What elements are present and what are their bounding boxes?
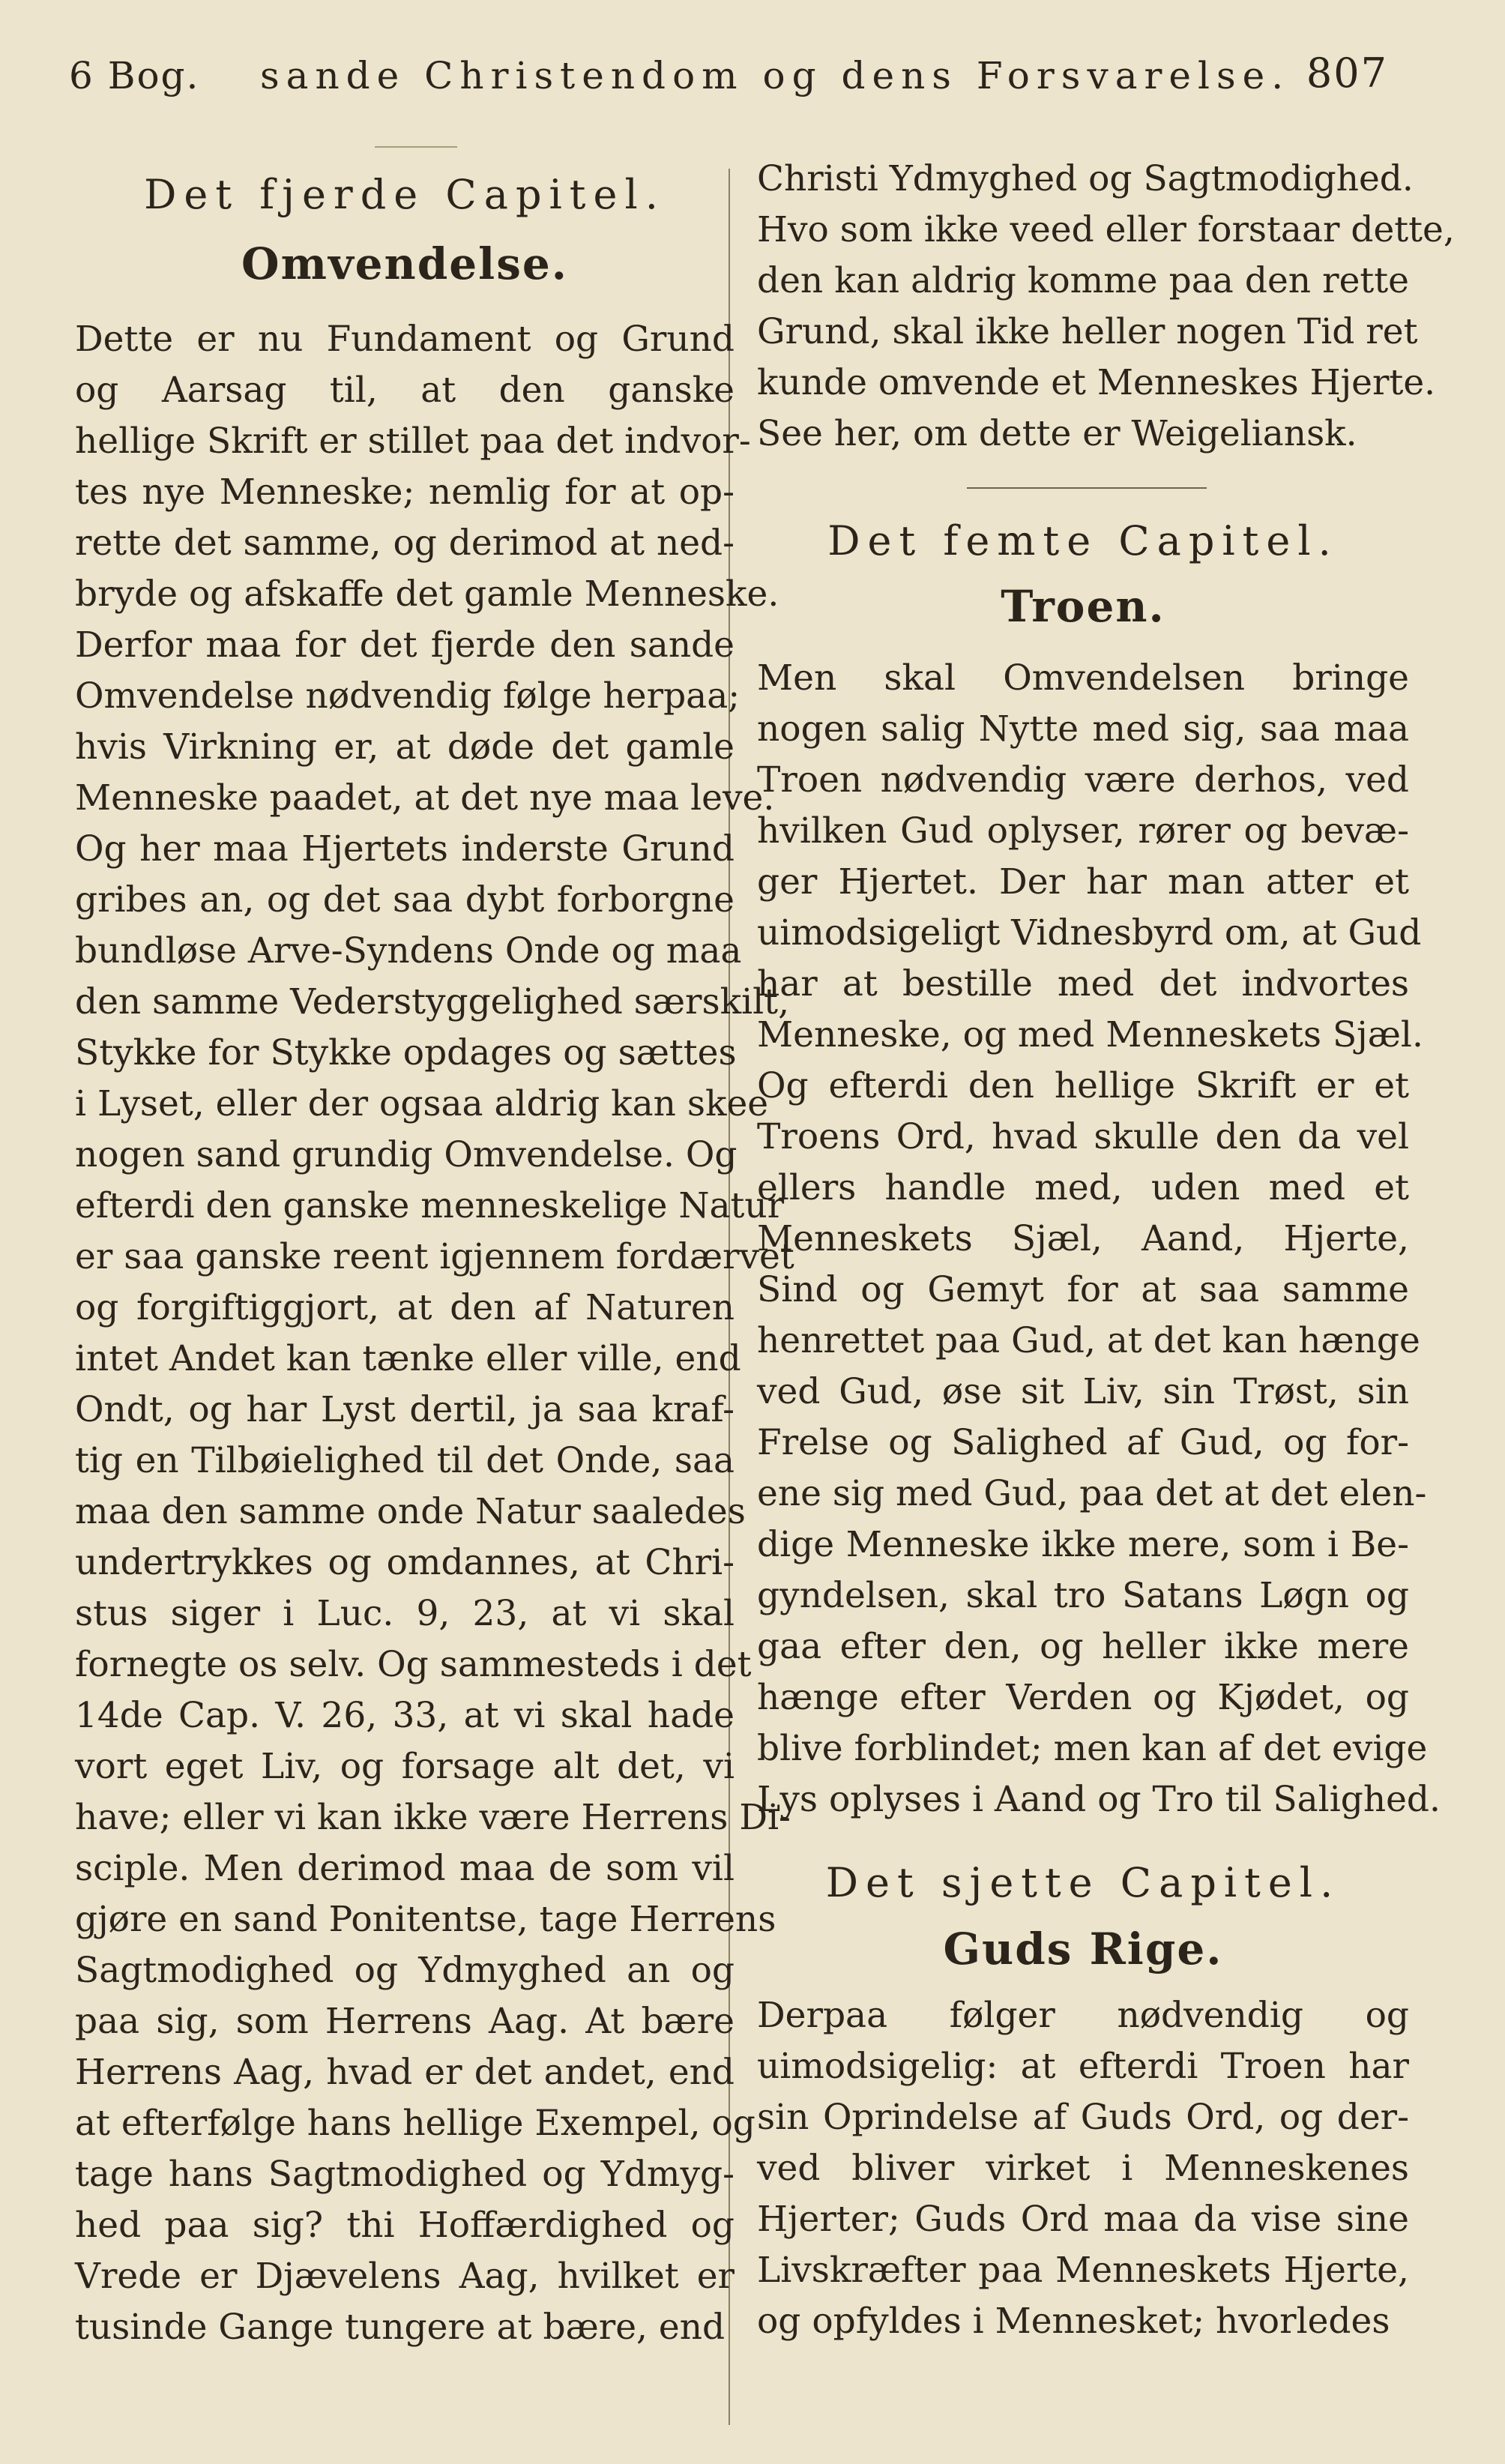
text-line: have; eller vi kan ikke være Herrens Di-: [75, 1797, 791, 1838]
text-line: Hvo som ikke veed eller forstaar dette,: [757, 209, 1455, 250]
text-line: ellers handle med, uden med et: [757, 1167, 1409, 1208]
text-line: 14de Cap. V. 26, 33, at vi skal hade: [75, 1695, 735, 1736]
text-line: Vrede er Djævelens Aag, hvilket er: [75, 2256, 735, 2297]
chapter-heading: Det femte Capitel.: [827, 517, 1339, 564]
section-rule: [967, 487, 1207, 489]
text-line: Menneske, og med Menneskets Sjæl.: [757, 1014, 1423, 1055]
text-line: Herrens Aag, hvad er det andet, end: [75, 2052, 735, 2093]
text-line: tusinde Gange tungere at bære, end: [75, 2307, 726, 2348]
text-line: ger Hjertet. Der har man atter et: [757, 861, 1409, 903]
text-line: sin Oprindelse af Guds Ord, og der-: [757, 2097, 1409, 2138]
text-line: Ondt, og har Lyst dertil, ja saa kraf-: [75, 1389, 735, 1430]
text-line: tage hans Sagtmodighed og Ydmyg-: [75, 2154, 735, 2195]
chapter-heading: Det fjerde Capitel.: [144, 171, 666, 218]
text-line: tes nye Menneske; nemlig for at op-: [75, 472, 735, 513]
text-line: hvilken Gud oplyser, rører og bevæ-: [757, 810, 1409, 852]
text-line: gjøre en sand Ponitentse, tage Herrens: [75, 1899, 776, 1940]
text-line: fornegte os selv. Og sammesteds i det: [75, 1644, 752, 1685]
text-line: i Lyset, eller der ogsaa aldrig kan skee: [75, 1083, 769, 1124]
text-line: nogen sand grundig Omvendelse. Og: [75, 1134, 738, 1175]
text-line: Christi Ydmyghed og Sagtmodighed.: [757, 158, 1414, 199]
text-line: ene sig med Gud, paa det at det elen-: [757, 1473, 1427, 1514]
chapter-title: Guds Rige.: [943, 1924, 1223, 1974]
text-line: vort eget Liv, og forsage alt det, vi: [75, 1746, 735, 1787]
ornament-rule: [375, 146, 457, 148]
text-line: dige Menneske ikke mere, som i Be-: [757, 1524, 1409, 1565]
text-line: Menneskets Sjæl, Aand, Hjerte,: [757, 1218, 1409, 1259]
text-line: Hjerter; Guds Ord maa da vise sine: [757, 2199, 1409, 2240]
text-line: gaa efter den, og heller ikke mere: [757, 1626, 1409, 1667]
text-line: gyndelsen, skal tro Satans Løgn og: [757, 1575, 1409, 1616]
text-line: hed paa sig? thi Hoffærdighed og: [75, 2205, 735, 2246]
text-line: tig en Tilbøielighed til det Onde, saa: [75, 1440, 735, 1481]
text-line: rette det samme, og derimod at ned-: [75, 522, 735, 564]
text-line: undertrykkes og omdannes, at Chri-: [75, 1542, 735, 1583]
chapter-heading: Det sjette Capitel.: [825, 1859, 1341, 1906]
text-line: Frelse og Salighed af Gud, og for-: [757, 1422, 1409, 1463]
text-line: Lys oplyses i Aand og Tro til Salighed.: [757, 1779, 1441, 1820]
text-line: hænge efter Verden og Kjødet, og: [757, 1677, 1409, 1718]
book-number: 6 Bog.: [69, 54, 200, 97]
text-line: hvis Virkning er, at døde det gamle: [75, 726, 735, 768]
text-line: bryde og afskaffe det gamle Menneske.: [75, 573, 779, 615]
running-header: [69, 49, 1388, 114]
text-line: uimodsigelig: at efterdi Troen har: [757, 2046, 1409, 2087]
text-line: Menneske paadet, at det nye maa leve.: [75, 777, 775, 819]
text-line: kunde omvende et Menneskes Hjerte.: [757, 362, 1436, 403]
text-line: paa sig, som Herrens Aag. At bære: [75, 2001, 735, 2042]
text-line: Derfor maa for det fjerde den sande: [75, 624, 735, 666]
text-line: Sind og Gemyt for at saa samme: [757, 1269, 1409, 1310]
page-number: 807: [1306, 49, 1388, 97]
chapter-title: Troen.: [1001, 581, 1165, 632]
text-line: uimodsigeligt Vidnesbyrd om, at Gud: [757, 912, 1422, 954]
text-line: at efterfølge hans hellige Exempel, og: [75, 2103, 755, 2144]
text-line: den kan aldrig komme paa den rette: [757, 260, 1409, 301]
running-title: sande Christendom og dens Forsvarelse.: [260, 54, 1291, 97]
text-line: Og her maa Hjertets inderste Grund: [75, 828, 735, 870]
text-line: blive forblindet; men kan af det evige: [757, 1728, 1428, 1769]
text-line: Troen nødvendig være derhos, ved: [757, 759, 1409, 801]
text-line: er saa ganske reent igjennem fordærvet: [75, 1236, 794, 1277]
text-line: Livskræfter paa Menneskets Hjerte,: [757, 2250, 1409, 2291]
text-line: ved bliver virket i Menneskenes: [757, 2148, 1409, 2189]
text-line: gribes an, og det saa dybt forborgne: [75, 879, 735, 921]
text-line: har at bestille med det indvortes: [757, 963, 1409, 1004]
text-line: og opfyldes i Mennesket; hvorledes: [757, 2301, 1390, 2342]
text-line: See her, om dette er Weigeliansk.: [757, 413, 1357, 454]
text-line: intet Andet kan tænke eller ville, end: [75, 1338, 741, 1379]
chapter-title: Omvendelse.: [241, 238, 568, 289]
text-line: bundløse Arve-Syndens Onde og maa: [75, 930, 742, 972]
text-line: maa den samme onde Natur saaledes: [75, 1491, 746, 1532]
text-line: og Aarsag til, at den ganske: [75, 370, 735, 411]
text-line: Sagtmodighed og Ydmyghed an og: [75, 1950, 735, 1991]
text-line: ved Gud, øse sit Liv, sin Trøst, sin: [757, 1371, 1409, 1412]
text-line: hellige Skrift er stillet paa det indvor-: [75, 421, 751, 462]
text-line: og forgiftiggjort, at den af Naturen: [75, 1287, 735, 1328]
text-line: Derpaa følger nødvendig og: [757, 1995, 1409, 2036]
text-line: Omvendelse nødvendig følge herpaa;: [75, 675, 741, 717]
text-line: stus siger i Luc. 9, 23, at vi skal: [75, 1593, 735, 1634]
text-line: nogen salig Nytte med sig, saa maa: [757, 708, 1409, 750]
text-line: sciple. Men derimod maa de som vil: [75, 1848, 735, 1889]
text-line: Og efterdi den hellige Skrift er et: [757, 1065, 1409, 1106]
text-line: Men skal Omvendelsen bringe: [757, 657, 1409, 699]
text-line: den samme Vederstyggelighed særskilt,: [75, 981, 790, 1022]
text-line: henrettet paa Gud, at det kan hænge: [757, 1320, 1420, 1361]
text-line: efterdi den ganske menneskelige Natur: [75, 1185, 785, 1226]
text-line: Stykke for Stykke opdages og sættes: [75, 1032, 737, 1073]
text-line: Troens Ord, hvad skulle den da vel: [757, 1116, 1409, 1157]
text-line: Grund, skal ikke heller nogen Tid ret: [757, 311, 1418, 352]
text-line: Dette er nu Fundament og Grund: [75, 319, 735, 360]
